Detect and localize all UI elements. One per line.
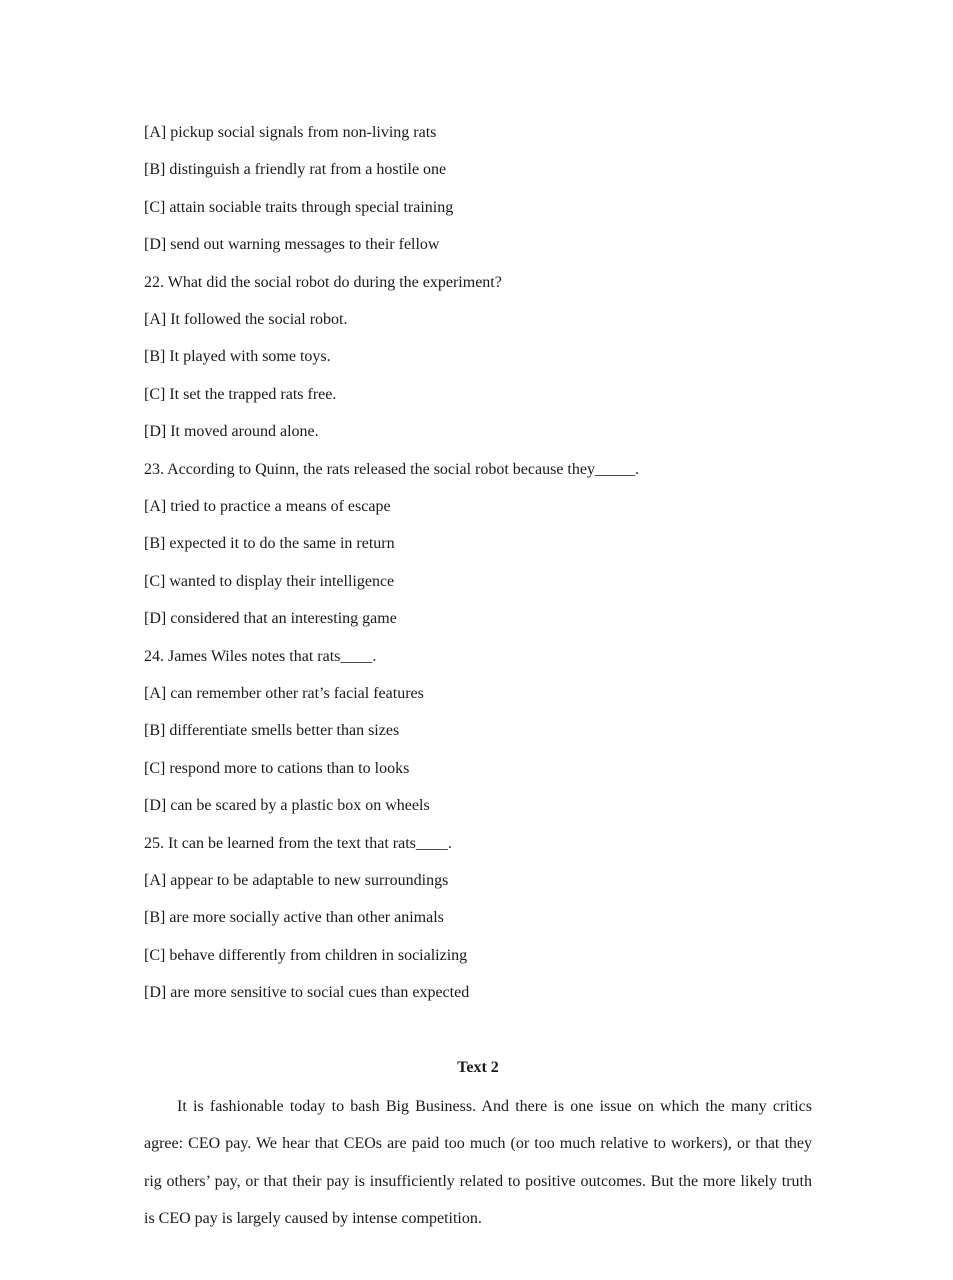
option-22-c: [C] It set the trapped rats free. [144, 385, 337, 403]
option-22-d: [D] It moved around alone. [144, 423, 319, 441]
option-23-b: [B] expected it to do the same in return [144, 535, 395, 553]
option-24-c: [C] respond more to cations than to looks [144, 759, 410, 777]
option-25-c: [C] behave differently from children in socializing [144, 946, 468, 964]
option-23-a: [A] tried to practice a means of escape [144, 498, 391, 515]
question-23: 23. According to Quinn, the rats released the social robot because they_____. [144, 460, 639, 478]
option-21-d: [D] send out warning messages to their fellow [144, 236, 440, 254]
option-24-a: [A] can remember other rat’s facial features [144, 685, 424, 702]
option-21-b: [B] distinguish a friendly rat from a hostile one [144, 161, 447, 179]
document-page [144, 0, 812, 1280]
question-22: 22. What did the social robot do during the experiment? [144, 273, 502, 291]
option-25-a: [A] appear to be adaptable to new surroundings [144, 872, 449, 889]
option-23-c: [C] wanted to display their intelligence [144, 572, 395, 590]
section-heading: Text 2 [457, 1059, 499, 1076]
option-25-d: [D] are more sensitive to social cues than expected [144, 984, 470, 1002]
question-24: 24. James Wiles notes that rats____. [144, 647, 377, 665]
text2-paragraph: It is fashionable today to bash Big Business. And there is one issue on which the many critics agree: CEO pay. We hear that CEOs are paid too much (or too much relative to workers), or that they rig others’ pay, or that their pay is insufficiently related to positive outcomes. But the more likely truth is CEO pay is largely caused by intense competition. [144, 1098, 812, 1227]
option-24-b: [B] differentiate smells better than sizes [144, 722, 400, 740]
option-23-d: [D] considered that an interesting game [144, 610, 397, 628]
option-21-c: [C] attain sociable traits through special training [144, 198, 454, 216]
option-24-d: [D] can be scared by a plastic box on wheels [144, 797, 430, 815]
option-22-a: [A] It followed the social robot. [144, 311, 348, 328]
option-25-b: [B] are more socially active than other animals [144, 909, 444, 927]
option-21-a: [A] pickup social signals from non-living rats [144, 124, 437, 141]
question-25: 25. It can be learned from the text that rats____. [144, 834, 452, 852]
option-22-b: [B] It played with some toys. [144, 348, 331, 366]
